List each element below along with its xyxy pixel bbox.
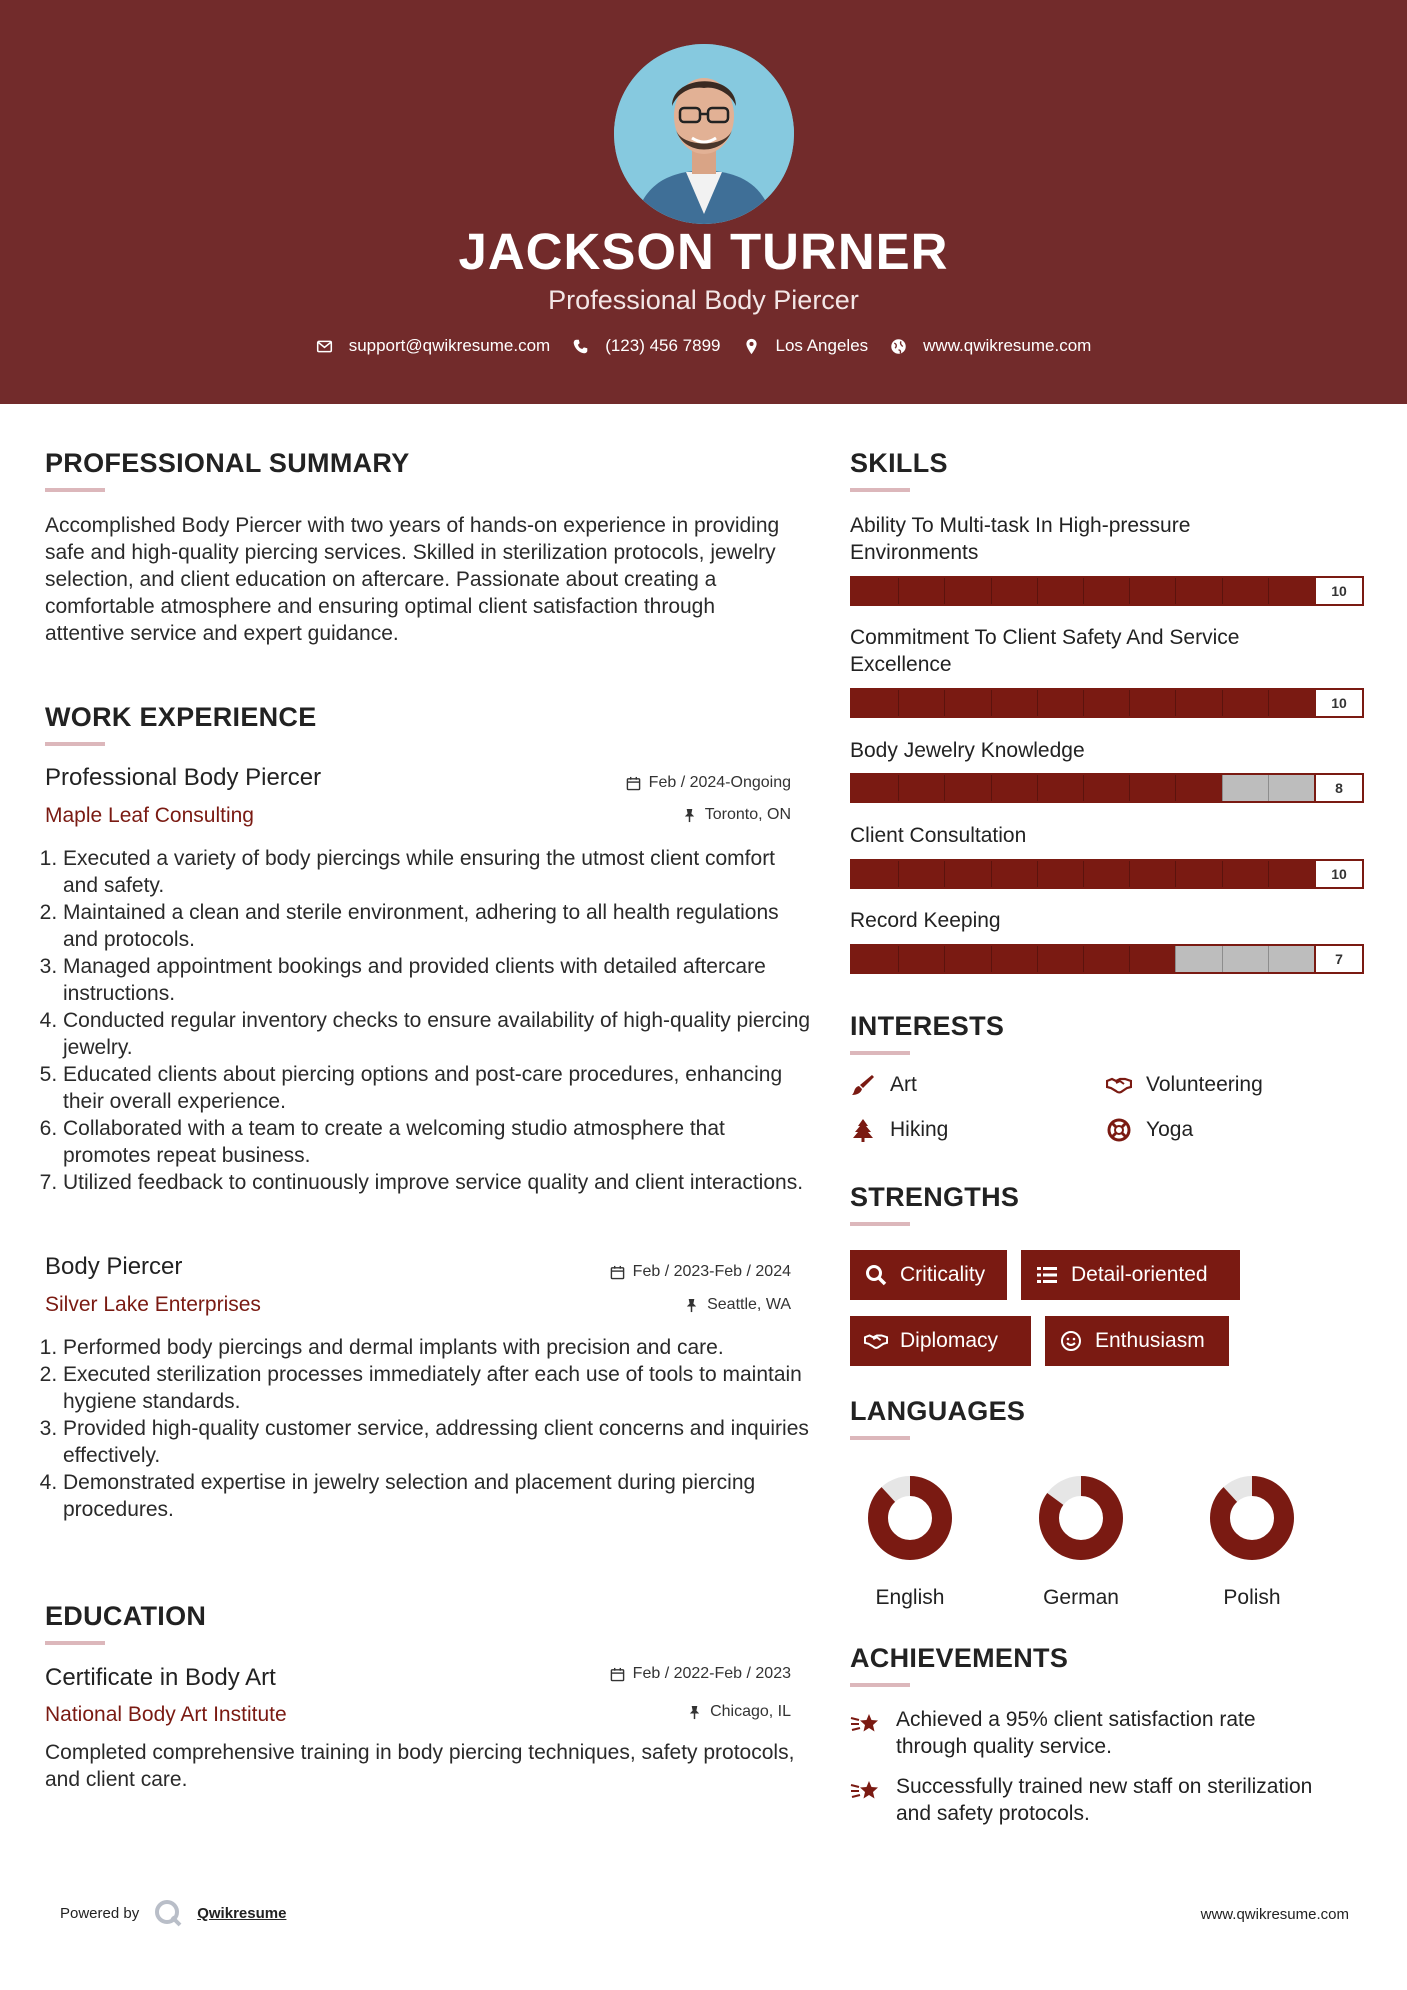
achievements-underline	[850, 1683, 910, 1687]
skill-label: Body Jewelry Knowledge	[850, 739, 1085, 762]
education-description: Completed comprehensive training in body piercing techniques, safety protocols, and client care.	[45, 1741, 795, 1791]
skill-segment-divider	[1129, 775, 1130, 801]
skill-bar	[850, 859, 1364, 889]
paintbrush-icon	[850, 1073, 876, 1097]
powered-by-text: Powered by	[60, 1904, 140, 1922]
skills-heading: SKILLS	[850, 448, 948, 478]
skill-score: 10	[1314, 861, 1362, 887]
skill-segment-divider	[1268, 690, 1269, 716]
language-donut	[1038, 1475, 1124, 1561]
job-location	[500, 1296, 791, 1314]
interests-heading: INTERESTS	[850, 1011, 1005, 1041]
skill-segment-divider	[944, 946, 945, 972]
achievement-item	[850, 1706, 1320, 1760]
skill-label: Client Consultation	[850, 824, 1027, 847]
avatar-illustration	[614, 44, 794, 224]
skill-bar	[850, 688, 1364, 718]
skill-segment-divider	[1083, 861, 1084, 887]
skill-fill	[852, 946, 1175, 972]
skill-bar	[850, 944, 1364, 974]
education-heading: EDUCATION	[45, 1601, 207, 1631]
experience-heading: WORK EXPERIENCE	[45, 702, 317, 732]
interest-label: Yoga	[1146, 1118, 1194, 1141]
skill-bar	[850, 773, 1364, 803]
skill-segment-divider	[1037, 775, 1038, 801]
achievements-heading: ACHIEVEMENTS	[850, 1643, 1069, 1673]
skills-underline	[850, 488, 910, 492]
list-item: 1. Performed body piercings and dermal implants with precision and care.	[63, 1334, 813, 1361]
skill-segment-divider	[898, 861, 899, 887]
skill-segment-divider	[991, 946, 992, 972]
skill-segment-divider	[1175, 578, 1176, 604]
education-underline	[45, 1641, 105, 1645]
list-item: 5. Educated clients about piercing options and post-care procedures, enhancing their overall experience.	[63, 1061, 813, 1115]
list-item: 2. Maintained a clean and sterile environment, adhering to all health regulations and protocols.	[63, 899, 813, 953]
skill-score: 7	[1314, 946, 1362, 972]
lifering-icon	[1106, 1118, 1132, 1142]
language-donut-arc	[878, 1486, 942, 1550]
summary-heading: PROFESSIONAL SUMMARY	[45, 448, 410, 478]
strengths-heading: STRENGTHS	[850, 1182, 1020, 1212]
job-dates-text: Feb / 2024-Ongoing	[648, 774, 791, 791]
map-marker-icon	[743, 338, 760, 355]
language-english	[850, 1475, 970, 1610]
calendar-icon	[626, 776, 641, 791]
skill-segment-divider	[1268, 946, 1269, 972]
skill-segment-divider	[1129, 946, 1130, 972]
languages-underline	[850, 1436, 910, 1440]
strength-badge	[850, 1316, 1031, 1366]
pin-icon	[687, 1705, 702, 1720]
skill-segment-divider	[1222, 578, 1223, 604]
pin-icon	[682, 808, 697, 823]
phone-icon	[572, 338, 589, 355]
language-donut	[867, 1475, 953, 1561]
interest-yoga	[1106, 1118, 1193, 1142]
strength-badge	[1045, 1316, 1229, 1366]
job-location-text: Seattle, WA	[707, 1296, 791, 1313]
skill-segment-divider	[1129, 690, 1130, 716]
job-title: Professional Body Piercer	[45, 764, 322, 791]
job-location	[500, 806, 791, 824]
strength-badge	[1021, 1250, 1240, 1300]
skill-segment-divider	[898, 690, 899, 716]
skill-label: Ability To Multi-task In High-pressure Environments	[850, 514, 1191, 564]
strength-label: Enthusiasm	[1095, 1329, 1205, 1352]
summary-underline	[45, 488, 105, 492]
language-label: English	[875, 1586, 945, 1609]
strength-label: Detail-oriented	[1071, 1263, 1208, 1286]
skill-segment-divider	[1268, 578, 1269, 604]
skill-segment-divider	[1268, 861, 1269, 887]
achievement-text: Achieved a 95% client satisfaction rate through quality service.	[896, 1708, 1256, 1758]
skill-segment-divider	[991, 861, 992, 887]
skill-score: 8	[1314, 775, 1362, 801]
language-polish	[1192, 1475, 1312, 1610]
skill-segment-divider	[898, 946, 899, 972]
skill-segment-divider	[944, 775, 945, 801]
interest-volunteering	[1106, 1073, 1263, 1097]
company-name: Silver Lake Enterprises	[45, 1293, 261, 1316]
skill-segment-divider	[1222, 861, 1223, 887]
strength-badge	[850, 1250, 1007, 1300]
list-item: 3. Provided high-quality customer service, addressing client concerns and inquiries effectively.	[63, 1415, 813, 1469]
smile-icon	[1059, 1329, 1083, 1353]
list-item: 3. Managed appointment bookings and provided clients with detailed aftercare instructions.	[63, 953, 813, 1007]
skill-segment-divider	[1083, 690, 1084, 716]
list-item: 2. Executed sterilization processes immediately after each use of tools to maintain hygiene standards.	[63, 1361, 813, 1415]
achievement-text: Successfully trained new staff on sterilization and safety protocols.	[896, 1775, 1313, 1825]
skill-segment-divider	[1175, 775, 1176, 801]
list-item: 1. Executed a variety of body piercings while ensuring the utmost client comfort and safety.	[63, 845, 813, 899]
footer-website[interactable]: www.qwikresume.com	[1200, 1906, 1349, 1923]
skill-segment-divider	[1175, 861, 1176, 887]
handshake-icon	[864, 1329, 888, 1353]
contact-email[interactable]	[316, 336, 551, 356]
job-dates-text: Feb / 2023-Feb / 2024	[632, 1263, 791, 1280]
calendar-icon	[610, 1265, 625, 1280]
footer-branding	[60, 1898, 286, 1928]
strengths-underline	[850, 1222, 910, 1226]
skill-score: 10	[1314, 578, 1362, 604]
resume-header	[0, 0, 1407, 404]
shooting-star-icon	[850, 1777, 882, 1805]
shooting-star-icon	[850, 1710, 882, 1738]
skill-segment-divider	[1222, 946, 1223, 972]
skill-segment-divider	[1037, 946, 1038, 972]
skill-bar	[850, 576, 1364, 606]
languages-heading: LANGUAGES	[850, 1396, 1026, 1426]
skill-segment-divider	[898, 578, 899, 604]
skill-segment-divider	[1037, 690, 1038, 716]
list-item: 4. Conducted regular inventory checks to ensure availability of high-quality piercing jewelry.	[63, 1007, 813, 1061]
language-german	[1021, 1475, 1141, 1610]
skill-segment-divider	[1175, 690, 1176, 716]
contact-bar	[0, 336, 1407, 356]
website-text: www.qwikresume.com	[923, 336, 1092, 355]
language-label: Polish	[1223, 1586, 1281, 1609]
education-location	[500, 1703, 791, 1721]
interest-label: Volunteering	[1146, 1073, 1263, 1096]
skill-segment-divider	[1222, 690, 1223, 716]
language-donut-arc	[1220, 1486, 1284, 1550]
list-icon	[1035, 1263, 1059, 1287]
location-text: Los Angeles	[775, 336, 869, 355]
candidate-name: JACKSON TURNER	[458, 223, 949, 280]
skill-label: Record Keeping	[850, 909, 1001, 932]
qwikresume-link[interactable]: Qwikresume	[197, 1904, 287, 1922]
pin-icon	[684, 1298, 699, 1313]
interests-underline	[850, 1051, 910, 1055]
skill-segment-divider	[1037, 578, 1038, 604]
skill-segment-divider	[1037, 861, 1038, 887]
achievement-item	[850, 1773, 1320, 1827]
strength-label: Criticality	[900, 1263, 986, 1286]
globe-icon	[890, 338, 907, 355]
degree-title: Certificate in Body Art	[45, 1664, 276, 1691]
qwikresume-logo-icon	[153, 1898, 183, 1928]
job-location-text: Toronto, ON	[704, 806, 791, 823]
list-item: 7. Utilized feedback to continuously improve service quality and client interactions.	[63, 1169, 813, 1196]
list-item: 6. Collaborated with a team to create a welcoming studio atmosphere that promotes repeat business.	[63, 1115, 813, 1169]
calendar-icon	[610, 1667, 625, 1682]
contact-phone[interactable]	[572, 336, 720, 356]
candidate-title: Professional Body Piercer	[548, 285, 859, 315]
skill-segment-divider	[1222, 775, 1223, 801]
skill-segment-divider	[991, 775, 992, 801]
phone-text: (123) 456 7899	[605, 336, 721, 355]
skill-segment-divider	[1083, 775, 1084, 801]
skill-segment-divider	[944, 861, 945, 887]
skill-label: Commitment To Client Safety And Service Excellence	[850, 626, 1240, 676]
contact-website[interactable]	[890, 336, 1091, 356]
summary-text: Accomplished Body Piercer with two years of hands-on experience in providing safe and high-quality piercing services. Skilled in sterilization protocols, jewelry selection, and client education on aftercare. Passionate about creating a comfortable atmosphere and ensuring optimal client satisfaction through attentive service and expert guidance.	[45, 514, 780, 645]
skill-segment-divider	[898, 775, 899, 801]
interest-hiking	[850, 1118, 948, 1142]
skill-segment-divider	[1083, 946, 1084, 972]
envelope-icon	[316, 338, 333, 355]
job-title: Body Piercer	[45, 1253, 183, 1280]
tree-icon	[850, 1118, 876, 1142]
strength-label: Diplomacy	[900, 1329, 999, 1352]
education-dates-text: Feb / 2022-Feb / 2023	[632, 1665, 791, 1682]
skill-segment-divider	[944, 690, 945, 716]
handshake-icon	[1106, 1073, 1132, 1097]
skill-segment-divider	[1083, 578, 1084, 604]
job-bullets	[43, 1334, 813, 1523]
education-location-text: Chicago, IL	[710, 1703, 791, 1720]
skill-segment-divider	[1175, 946, 1176, 972]
education-dates	[500, 1665, 791, 1683]
contact-location	[743, 336, 869, 356]
job-dates	[500, 1263, 791, 1281]
interest-label: Hiking	[890, 1118, 949, 1141]
search-icon	[864, 1263, 888, 1287]
skill-segment-divider	[991, 690, 992, 716]
skill-segment-divider	[1129, 578, 1130, 604]
school-name: National Body Art Institute	[45, 1703, 287, 1726]
list-item: 4. Demonstrated expertise in jewelry selection and placement during piercing procedures.	[63, 1469, 813, 1523]
email-text: support@qwikresume.com	[348, 336, 551, 355]
skill-segment-divider	[1268, 775, 1269, 801]
experience-underline	[45, 742, 105, 746]
language-label: German	[1043, 1586, 1119, 1609]
profile-photo	[614, 44, 794, 224]
skill-segment-divider	[944, 578, 945, 604]
job-bullets	[43, 845, 813, 1196]
interest-art	[850, 1073, 917, 1097]
skill-segment-divider	[991, 578, 992, 604]
interest-label: Art	[890, 1073, 917, 1096]
company-name: Maple Leaf Consulting	[45, 804, 254, 827]
job-dates	[500, 774, 791, 792]
skill-score: 10	[1314, 690, 1362, 716]
language-donut	[1209, 1475, 1295, 1561]
skill-segment-divider	[1129, 861, 1130, 887]
